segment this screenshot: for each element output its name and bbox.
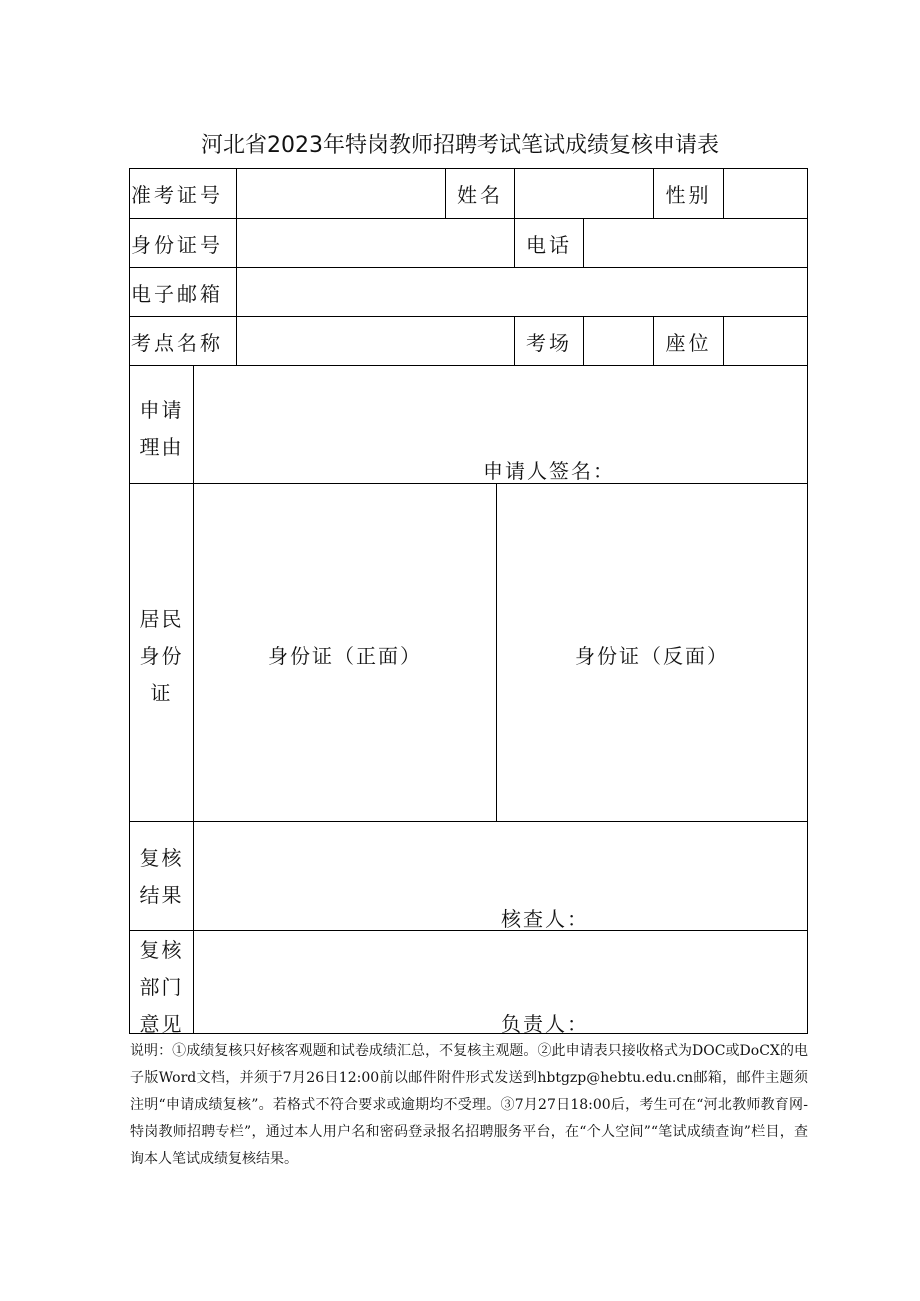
phone-input[interactable] — [584, 219, 807, 267]
exam-site-input[interactable] — [237, 317, 514, 365]
exam-room-label: 考场 — [526, 330, 572, 355]
responsible-signature-label: 负责人： — [501, 1012, 589, 1036]
applicant-signature-label: 申请人签名： — [483, 459, 615, 483]
gender-label: 性别 — [665, 183, 712, 207]
id-card-front-label: 身份证（正面） — [268, 644, 422, 668]
exam-ticket-label: 准考证号 — [131, 183, 223, 207]
exam-room-input[interactable] — [584, 317, 653, 365]
email-input[interactable] — [237, 268, 807, 316]
instructions-note: 说明：①成绩复核只好核客观题和试卷成绩汇总，不复核主观题。②此申请表只接收格式为DOC或DoCX的电子版Word文档，并须于7月26日12:00前以邮件附件形式发送到hbtgzp@hebtu.edu.cn邮箱，邮件主题须注明“申请成绩复核”。若格式不符合要求或逾期均不受理。③7月27日18:00后，考生可在“河北教师教育网-特岗教师招聘专栏”，通过本人用户名和密码登录报名招聘服务平台，在“个人空间”“笔试成绩查询”栏目，查询本人笔试成绩复核结果。 — [130, 1043, 808, 1167]
phone-label: 电话 — [526, 232, 572, 257]
email-label: 电子邮箱 — [131, 281, 223, 306]
exam-ticket-input[interactable] — [237, 169, 445, 218]
exam-site-label: 考点名称 — [131, 330, 223, 355]
id-card-label: 居民 身份 证 — [139, 607, 184, 705]
gender-input[interactable] — [724, 169, 807, 218]
name-label: 姓名 — [457, 183, 503, 207]
seat-input[interactable] — [724, 317, 807, 365]
id-number-label: 身份证号 — [131, 232, 223, 257]
reason-label: 申请 理由 — [139, 398, 184, 459]
review-result-label: 复核 结果 — [139, 846, 184, 907]
reviewer-signature-label: 核查人： — [501, 907, 589, 931]
seat-label: 座位 — [665, 330, 712, 355]
id-number-input[interactable] — [237, 219, 514, 267]
id-card-back-label: 身份证（反面） — [575, 644, 729, 668]
page-title: 河北省2023年特岗教师招聘考试笔试成绩复核申请表 — [201, 133, 719, 158]
name-input[interactable] — [515, 169, 653, 218]
review-dept-label: 复核 部门 意见 — [139, 938, 184, 1036]
